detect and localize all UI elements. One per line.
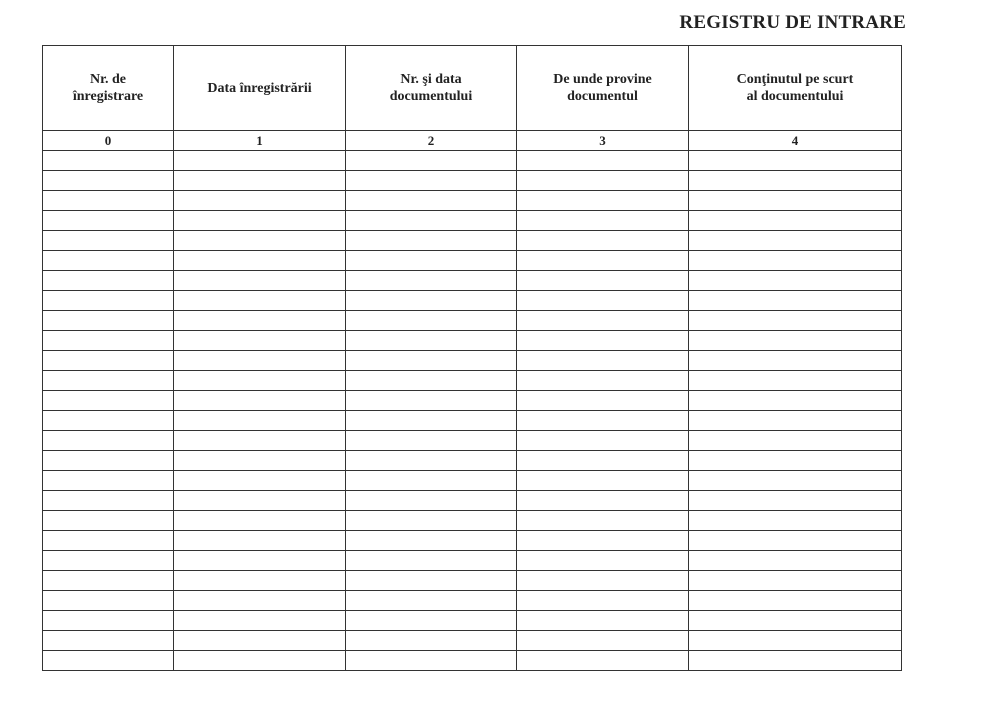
table-cell[interactable] bbox=[346, 451, 517, 471]
table-cell[interactable] bbox=[346, 651, 517, 671]
column-number-row bbox=[43, 131, 902, 151]
header-line: documentul bbox=[567, 89, 638, 104]
header-line: Conţinutul pe scurt bbox=[736, 72, 854, 87]
table-cell[interactable] bbox=[689, 351, 902, 371]
table-cell[interactable] bbox=[174, 191, 346, 211]
table-cell[interactable] bbox=[689, 431, 902, 451]
column-number: 2 bbox=[346, 131, 517, 151]
header-row bbox=[43, 46, 902, 131]
table-cell[interactable] bbox=[517, 511, 689, 531]
column-header-document-number-date bbox=[346, 46, 517, 131]
table-cell[interactable] bbox=[689, 291, 902, 311]
table-row bbox=[43, 431, 902, 451]
table-cell[interactable] bbox=[346, 431, 517, 451]
table-cell[interactable] bbox=[346, 211, 517, 231]
table-cell[interactable] bbox=[689, 151, 902, 171]
table-cell[interactable] bbox=[346, 331, 517, 351]
table-cell[interactable] bbox=[517, 311, 689, 331]
header-line: Nr. de bbox=[89, 72, 127, 87]
table-row bbox=[43, 291, 902, 311]
table-cell[interactable] bbox=[174, 631, 346, 651]
table-row bbox=[43, 511, 902, 531]
table-cell[interactable] bbox=[346, 491, 517, 511]
table-cell[interactable] bbox=[517, 391, 689, 411]
table-cell[interactable] bbox=[174, 551, 346, 571]
header-line: înregistrare bbox=[72, 89, 144, 104]
table-cell[interactable] bbox=[346, 291, 517, 311]
table-row bbox=[43, 631, 902, 651]
register-title: REGISTRU DE INTRARE bbox=[679, 12, 906, 33]
table-cell[interactable] bbox=[346, 351, 517, 371]
table-cell[interactable] bbox=[174, 171, 346, 191]
table-cell[interactable] bbox=[517, 331, 689, 351]
table-cell[interactable] bbox=[43, 411, 174, 431]
table-cell[interactable] bbox=[43, 451, 174, 471]
table-cell[interactable] bbox=[43, 291, 174, 311]
table-cell[interactable] bbox=[517, 351, 689, 371]
table-row bbox=[43, 151, 902, 171]
column-header-registration-number bbox=[43, 46, 174, 131]
table-cell[interactable] bbox=[43, 211, 174, 231]
table-row bbox=[43, 491, 902, 511]
table-cell[interactable] bbox=[689, 551, 902, 571]
table-cell[interactable] bbox=[689, 411, 902, 431]
table-cell[interactable] bbox=[43, 251, 174, 271]
table-cell[interactable] bbox=[346, 391, 517, 411]
table-cell[interactable] bbox=[174, 211, 346, 231]
table-cell[interactable] bbox=[689, 211, 902, 231]
table-cell[interactable] bbox=[346, 551, 517, 571]
table-cell[interactable] bbox=[43, 631, 174, 651]
table-cell[interactable] bbox=[43, 651, 174, 671]
table-cell[interactable] bbox=[517, 451, 689, 471]
table-cell[interactable] bbox=[346, 271, 517, 291]
table-row bbox=[43, 391, 902, 411]
table-cell[interactable] bbox=[517, 411, 689, 431]
table-cell[interactable] bbox=[689, 451, 902, 471]
table-cell[interactable] bbox=[174, 531, 346, 551]
table-cell[interactable] bbox=[517, 531, 689, 551]
table-cell[interactable] bbox=[174, 511, 346, 531]
header-line: Data înregistrării bbox=[207, 80, 312, 96]
table-cell[interactable] bbox=[174, 251, 346, 271]
table-cell[interactable] bbox=[689, 591, 902, 611]
table-cell[interactable] bbox=[174, 411, 346, 431]
register-table bbox=[42, 45, 902, 671]
table-cell[interactable] bbox=[174, 231, 346, 251]
column-header-document-origin bbox=[517, 46, 689, 131]
table-cell[interactable] bbox=[174, 331, 346, 351]
table-cell[interactable] bbox=[174, 651, 346, 671]
table-row bbox=[43, 551, 902, 571]
table-cell[interactable] bbox=[689, 371, 902, 391]
table-cell[interactable] bbox=[174, 451, 346, 471]
table-cell[interactable] bbox=[346, 251, 517, 271]
table-cell[interactable] bbox=[43, 371, 174, 391]
table-row bbox=[43, 211, 902, 231]
table-cell[interactable] bbox=[517, 371, 689, 391]
table-cell[interactable] bbox=[346, 531, 517, 551]
table-cell[interactable] bbox=[517, 491, 689, 511]
table-cell[interactable] bbox=[43, 271, 174, 291]
table-cell[interactable] bbox=[43, 151, 174, 171]
table-row bbox=[43, 231, 902, 251]
table-cell[interactable] bbox=[346, 171, 517, 191]
table-cell[interactable] bbox=[346, 631, 517, 651]
table-cell[interactable] bbox=[174, 271, 346, 291]
header-line: al documentului bbox=[746, 89, 844, 104]
table-cell[interactable] bbox=[346, 511, 517, 531]
table-row bbox=[43, 311, 902, 331]
table-cell[interactable] bbox=[517, 151, 689, 171]
table-cell[interactable] bbox=[517, 631, 689, 651]
table-cell[interactable] bbox=[517, 171, 689, 191]
table-cell[interactable] bbox=[174, 151, 346, 171]
table-row bbox=[43, 251, 902, 271]
table-cell[interactable] bbox=[174, 291, 346, 311]
table-cell[interactable] bbox=[517, 551, 689, 571]
table-cell[interactable] bbox=[174, 591, 346, 611]
table-cell[interactable] bbox=[346, 611, 517, 631]
table-cell[interactable] bbox=[689, 271, 902, 291]
table-cell[interactable] bbox=[517, 611, 689, 631]
table-row bbox=[43, 471, 902, 491]
table-row bbox=[43, 171, 902, 191]
table-cell[interactable] bbox=[43, 311, 174, 331]
table-row bbox=[43, 451, 902, 471]
table-cell[interactable] bbox=[43, 571, 174, 591]
table-row bbox=[43, 591, 902, 611]
table-cell[interactable] bbox=[517, 251, 689, 271]
table-cell[interactable] bbox=[174, 491, 346, 511]
table-cell[interactable] bbox=[43, 471, 174, 491]
table-cell[interactable] bbox=[346, 191, 517, 211]
header-line: documentului bbox=[389, 89, 473, 104]
table-row bbox=[43, 371, 902, 391]
table-cell[interactable] bbox=[689, 611, 902, 631]
table-cell[interactable] bbox=[346, 151, 517, 171]
table-row bbox=[43, 531, 902, 551]
table-cell[interactable] bbox=[517, 231, 689, 251]
table-cell[interactable] bbox=[346, 231, 517, 251]
table-cell[interactable] bbox=[43, 231, 174, 251]
table-cell[interactable] bbox=[517, 211, 689, 231]
table-cell[interactable] bbox=[346, 571, 517, 591]
table-cell[interactable] bbox=[689, 251, 902, 271]
header-line: Nr. şi data bbox=[400, 72, 462, 87]
table-cell[interactable] bbox=[517, 271, 689, 291]
table-cell[interactable] bbox=[174, 571, 346, 591]
table-cell[interactable] bbox=[689, 491, 902, 511]
table-cell[interactable] bbox=[689, 631, 902, 651]
table-row bbox=[43, 411, 902, 431]
table-cell[interactable] bbox=[346, 471, 517, 491]
header-line: De unde provine bbox=[553, 72, 652, 87]
column-header-document-summary bbox=[689, 46, 902, 131]
table-row bbox=[43, 331, 902, 351]
table-cell[interactable] bbox=[689, 531, 902, 551]
table-cell[interactable] bbox=[174, 611, 346, 631]
column-number: 4 bbox=[689, 131, 902, 151]
table-cell[interactable] bbox=[689, 171, 902, 191]
table-cell[interactable] bbox=[43, 511, 174, 531]
table-cell[interactable] bbox=[43, 611, 174, 631]
table-cell[interactable] bbox=[689, 331, 902, 351]
table-cell[interactable] bbox=[43, 351, 174, 371]
table-cell[interactable] bbox=[43, 591, 174, 611]
table-cell[interactable] bbox=[43, 331, 174, 351]
table-cell[interactable] bbox=[689, 471, 902, 491]
table-cell[interactable] bbox=[517, 651, 689, 671]
table-row bbox=[43, 351, 902, 371]
table-row bbox=[43, 271, 902, 291]
table-cell[interactable] bbox=[174, 371, 346, 391]
table-cell[interactable] bbox=[174, 351, 346, 371]
table-cell[interactable] bbox=[517, 191, 689, 211]
table-cell[interactable] bbox=[517, 571, 689, 591]
table-cell[interactable] bbox=[43, 551, 174, 571]
table-cell[interactable] bbox=[43, 431, 174, 451]
table-cell[interactable] bbox=[174, 391, 346, 411]
table-row bbox=[43, 191, 902, 211]
table-cell[interactable] bbox=[346, 411, 517, 431]
table-cell[interactable] bbox=[174, 431, 346, 451]
table-row bbox=[43, 651, 902, 671]
table-cell[interactable] bbox=[689, 231, 902, 251]
register-body bbox=[43, 151, 902, 671]
table-cell[interactable] bbox=[517, 591, 689, 611]
table-cell[interactable] bbox=[174, 311, 346, 331]
table-cell[interactable] bbox=[689, 391, 902, 411]
table-cell[interactable] bbox=[689, 571, 902, 591]
column-number: 3 bbox=[517, 131, 689, 151]
table-cell[interactable] bbox=[689, 311, 902, 331]
table-row bbox=[43, 571, 902, 591]
column-number: 0 bbox=[43, 131, 174, 151]
table-cell[interactable] bbox=[517, 291, 689, 311]
table-cell[interactable] bbox=[43, 391, 174, 411]
table-cell[interactable] bbox=[346, 591, 517, 611]
column-header-registration-date bbox=[174, 46, 346, 131]
table-cell[interactable] bbox=[689, 651, 902, 671]
table-cell[interactable] bbox=[346, 311, 517, 331]
table-cell[interactable] bbox=[43, 491, 174, 511]
table-cell[interactable] bbox=[43, 171, 174, 191]
table-cell[interactable] bbox=[43, 191, 174, 211]
column-number: 1 bbox=[174, 131, 346, 151]
table-cell[interactable] bbox=[43, 531, 174, 551]
table-cell[interactable] bbox=[346, 371, 517, 391]
table-row bbox=[43, 611, 902, 631]
table-cell[interactable] bbox=[689, 191, 902, 211]
table-cell[interactable] bbox=[174, 471, 346, 491]
table-cell[interactable] bbox=[689, 511, 902, 531]
table-cell[interactable] bbox=[517, 471, 689, 491]
table-cell[interactable] bbox=[517, 431, 689, 451]
